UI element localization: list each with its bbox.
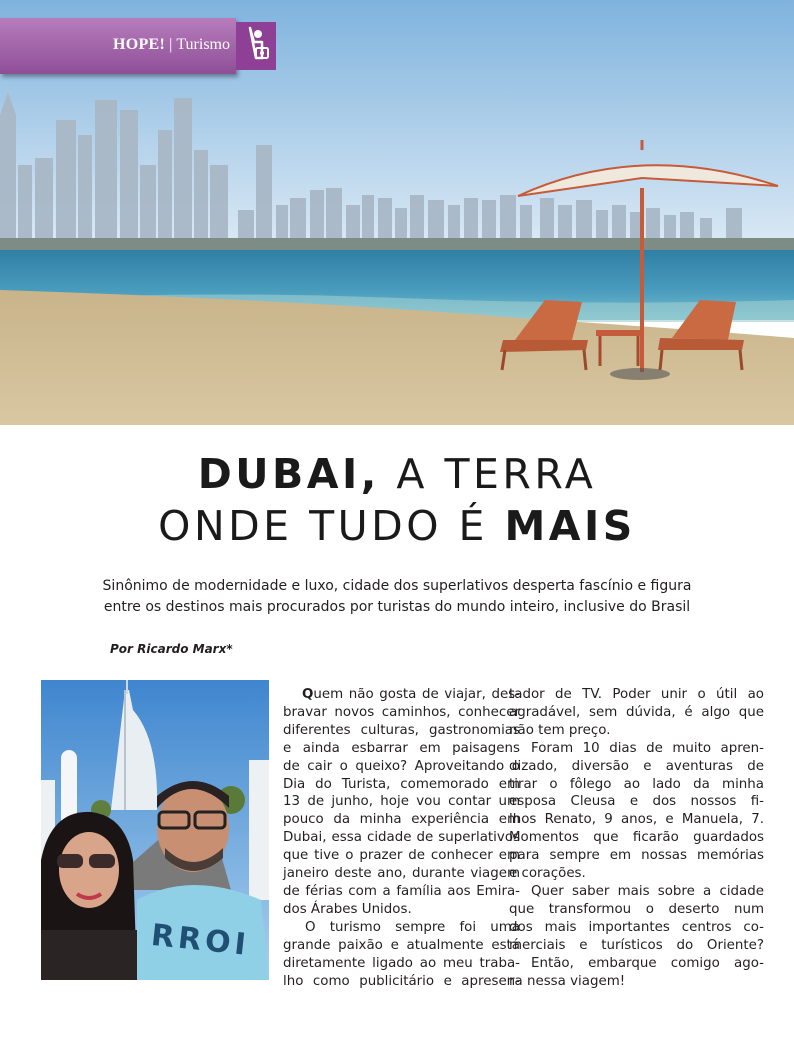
section-label	[113, 36, 230, 54]
body-line: Dubai, essa cidade de superlativos	[283, 830, 520, 846]
body-column-2	[509, 686, 764, 990]
body-line: Dia do Turista, comemorado em	[283, 776, 520, 792]
svg-text:RROI: RROI	[149, 917, 252, 964]
body-line: tirar o fôlego ao lado da minha	[509, 776, 764, 792]
body-line: pouco da minha experiência em	[283, 812, 520, 828]
body-line: diretamente ligado ao meu traba-	[283, 955, 520, 971]
drop-cap: Q	[302, 687, 314, 702]
body-column-1	[283, 686, 520, 990]
body-line: e corações.	[509, 866, 586, 882]
body-line: janeiro deste ano, durante viagem	[283, 866, 520, 882]
headline-dubai: DUBAI,	[197, 450, 380, 498]
body-line: dos Árabes Unidos.	[283, 901, 412, 917]
body-line-text: uem não gosta de viajar, des-	[313, 687, 520, 702]
magazine-brand: HOPE!	[112, 36, 166, 53]
article-photo	[41, 680, 269, 980]
body-line: que transformou o deserto num	[509, 901, 764, 917]
article-headline	[0, 448, 794, 552]
body-line: e ainda esbarrar em paisagens	[283, 740, 520, 756]
section-tab	[0, 18, 236, 74]
body-line: lho como publicitário e apresen-	[283, 973, 520, 989]
headline-mais: MAIS	[504, 502, 636, 550]
section-separator: |	[169, 36, 173, 53]
body-line: Então, embarque comigo ago-	[531, 955, 764, 971]
headline-line1-rest: A TERRA	[379, 450, 597, 498]
body-line: lhos Renato, 9 anos, e Manuela, 7.	[509, 812, 764, 828]
headline-line2-rest: ONDE TUDO É	[158, 502, 505, 550]
body-line: agradável, sem dúvida, é algo que	[509, 704, 764, 720]
subtitle-line-2: entre os destinos mais procurados por turistas do mundo inteiro, inclusive do Brasil	[103, 599, 691, 615]
body-line: O turismo sempre foi uma	[305, 919, 520, 935]
body-line: esposa Cleusa e dos nossos fi-	[509, 794, 764, 810]
body-line: merciais e turísticos do Oriente?	[509, 937, 764, 953]
body-line: tador de TV. Poder unir o útil ao	[509, 687, 764, 702]
body-line: diferentes culturas, gastronomias	[283, 722, 520, 738]
body-line: 13 de junho, hoje vou contar um	[283, 794, 520, 810]
headline-line-1	[0, 448, 794, 500]
body-line: grande paixão e atualmente está	[283, 937, 520, 953]
body-line: dizado, diversão e aventuras de	[509, 758, 764, 774]
headline-line-2	[0, 500, 794, 552]
body-line: que tive o prazer de conhecer em	[283, 848, 520, 864]
tourist-with-luggage-icon	[236, 22, 276, 70]
subtitle-line-1: Sinônimo de modernidade e luxo, cidade dos superlativos desperta fascínio e figura	[102, 578, 692, 594]
body-line: Momentos que ficarão guardados	[509, 830, 764, 846]
body-line: não tem preço.	[509, 722, 611, 738]
burj-al-arab-selfie-photo	[41, 680, 269, 980]
body-line: ra nessa viagem!	[509, 973, 626, 989]
body-line	[283, 686, 520, 704]
body-line: para sempre em nossas memórias	[509, 848, 764, 864]
body-line: Quer saber mais sobre a cidade	[531, 883, 764, 899]
body-line: Foram 10 dias de muito apren-	[531, 740, 764, 756]
author-byline: Por Ricardo Marx*	[110, 642, 233, 656]
section-name: Turismo	[176, 36, 230, 53]
body-line: bravar novos caminhos, conhecer	[283, 704, 520, 720]
body-line: de cair o queixo? Aproveitando o	[283, 758, 520, 774]
body-line: de férias com a família aos Emira-	[283, 883, 520, 899]
body-line: dos mais importantes centros co-	[509, 919, 764, 935]
article-subtitle	[100, 576, 694, 618]
